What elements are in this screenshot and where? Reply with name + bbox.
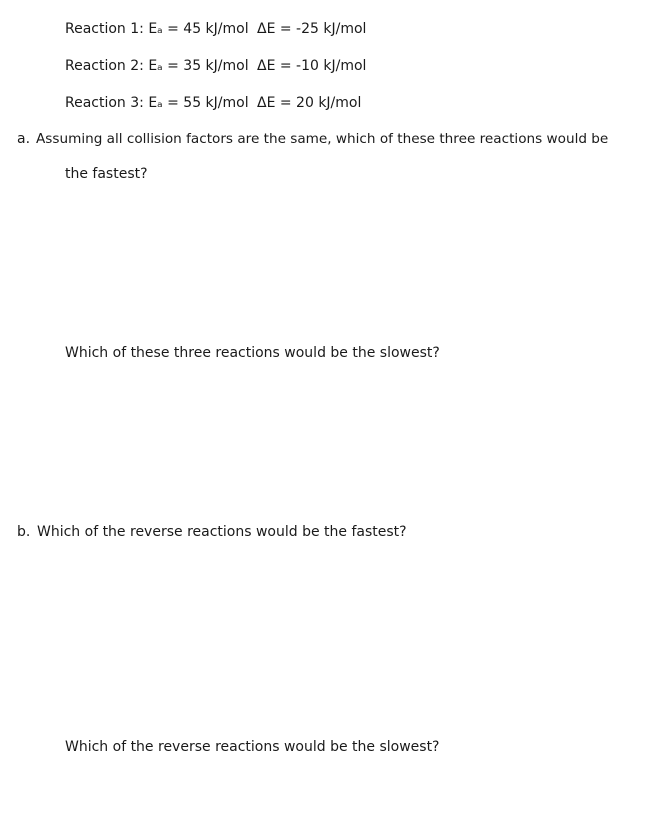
question-b-followup: Which of the reverse reactions would be the slowest? [65, 739, 440, 755]
reaction-2-label: Reaction 2: Eₐ = 35 kJ/mol [65, 58, 249, 74]
question-a-text-line1: Assuming all collision factors are the same, which of these three reactions would be [36, 131, 609, 147]
reaction-2-delta: ΔE = -10 kJ/mol [257, 58, 367, 74]
reaction-3-delta: ΔE = 20 kJ/mol [257, 95, 362, 111]
question-a-marker: a. [17, 131, 31, 147]
question-b-text: Which of the reverse reactions would be the fastest? [37, 524, 407, 540]
reaction-1-label: Reaction 1: Eₐ = 45 kJ/mol [65, 21, 249, 37]
question-b-marker: b. [17, 524, 31, 540]
question-a-followup: Which of these three reactions would be the slowest? [65, 345, 440, 361]
question-a-text-line2: the fastest? [65, 166, 148, 182]
reaction-3-label: Reaction 3: Eₐ = 55 kJ/mol [65, 95, 249, 111]
reaction-1-delta: ΔE = -25 kJ/mol [257, 21, 367, 37]
